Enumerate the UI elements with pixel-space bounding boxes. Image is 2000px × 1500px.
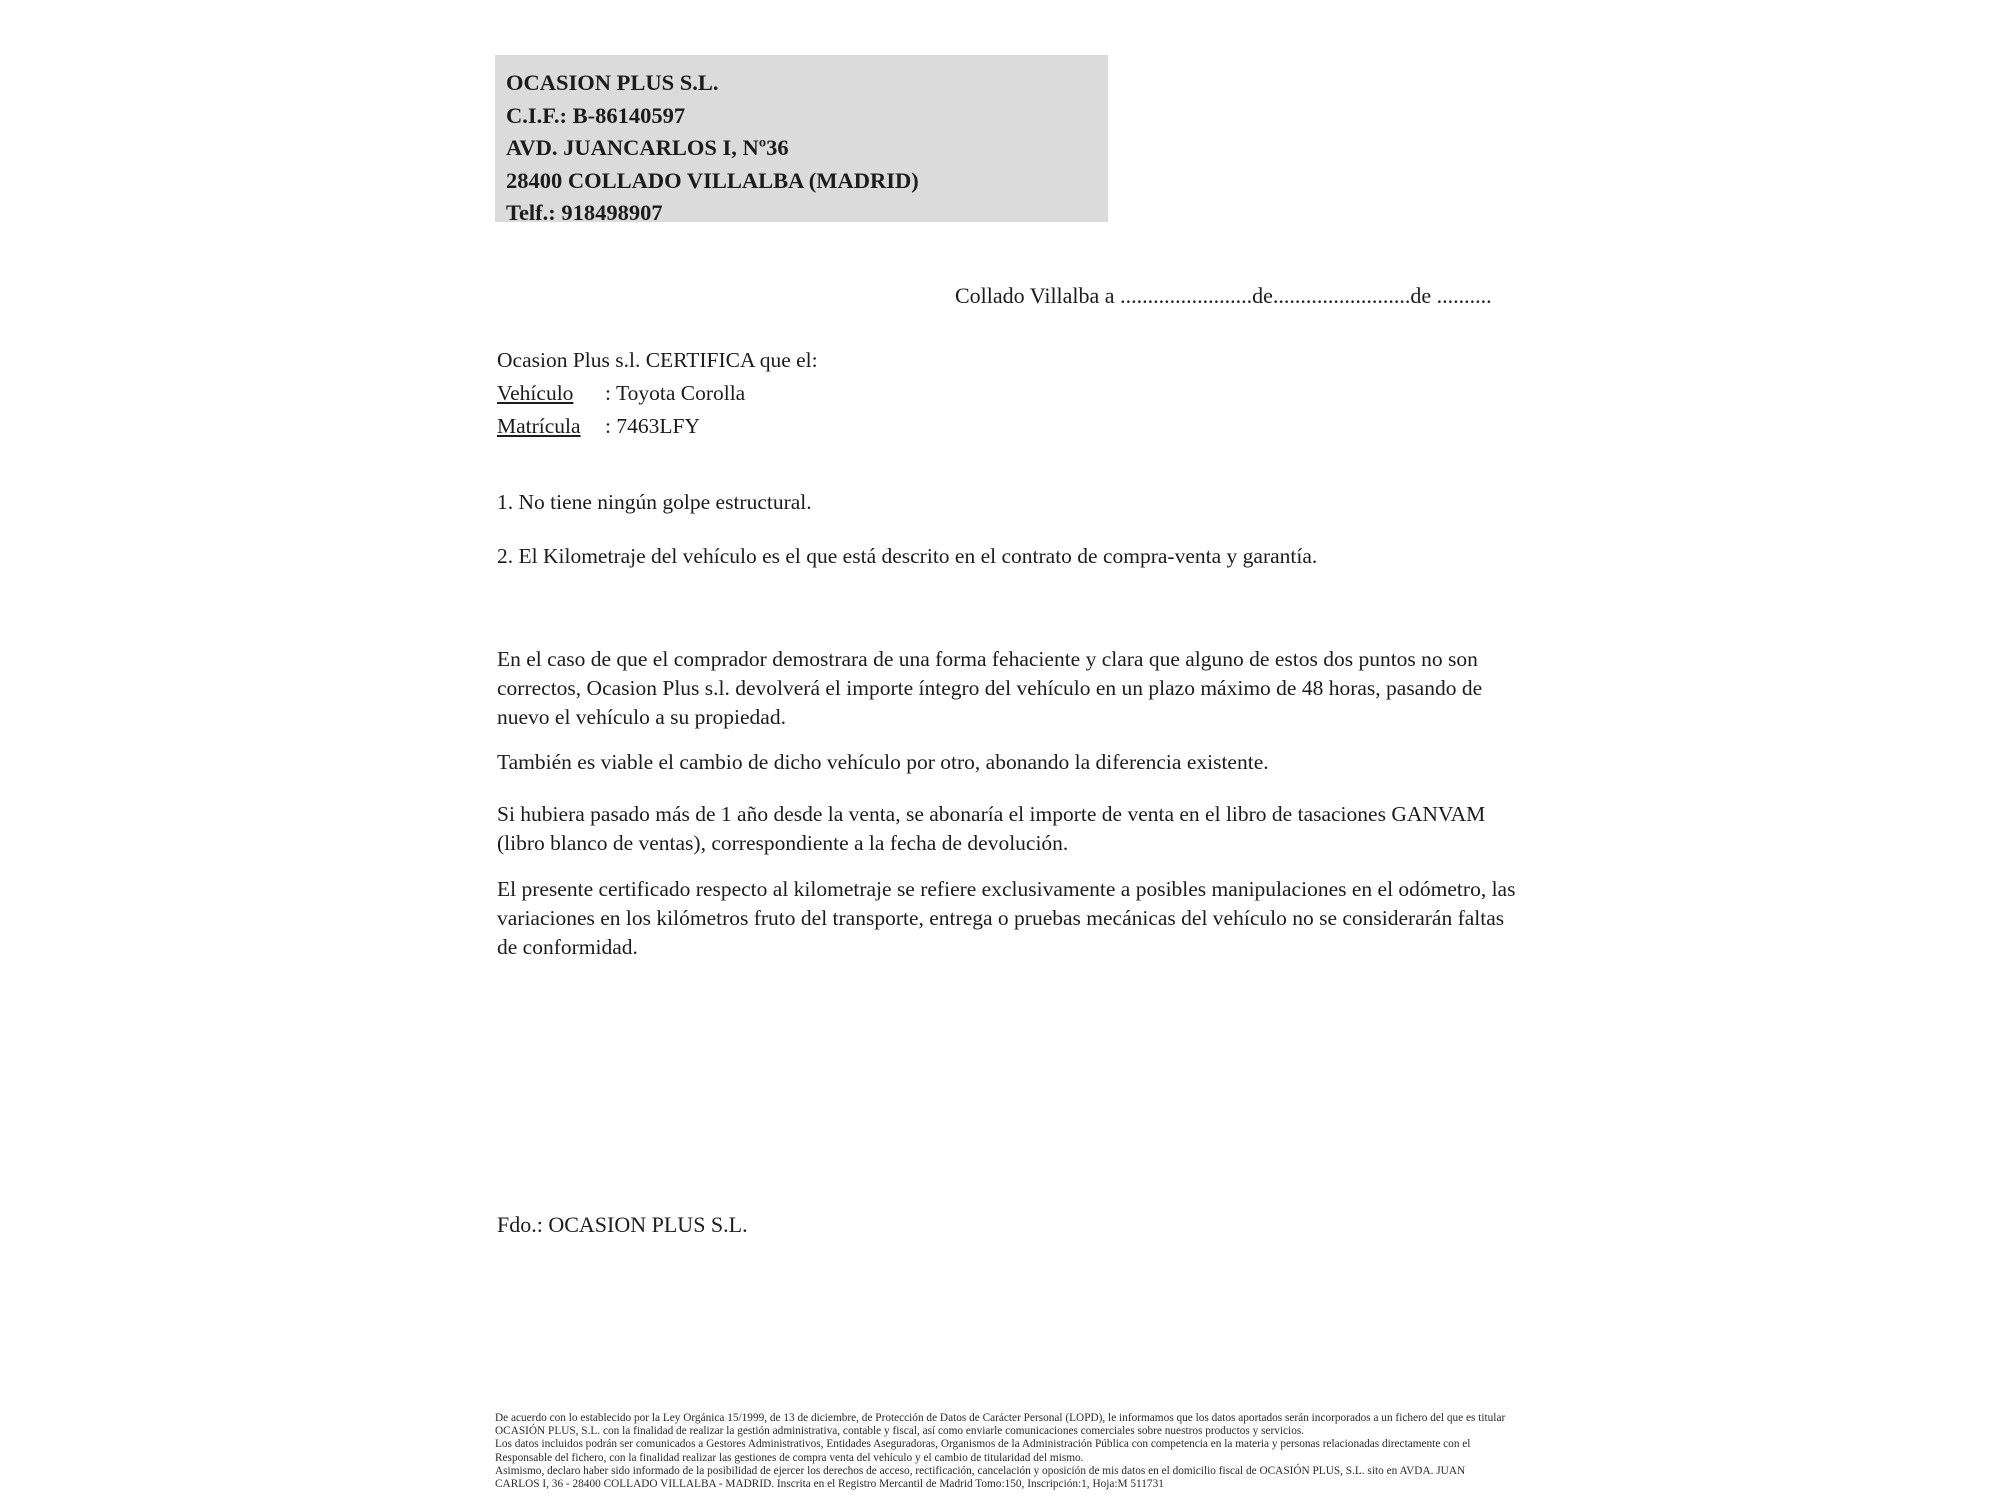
paragraph-ganvam: Si hubiera pasado más de 1 año desde la venta, se abonaría el importe de venta en el libro de tasaciones GANVAM (libro blanco de ventas), correspondiente a la fecha de devolución. [497,802,1486,855]
paragraph-exchange: También es viable el cambio de dicho vehículo por otro, abonando la diferencia existente. [497,750,1269,774]
date-line: Collado Villalba a ........................de.........................de .......... [955,283,1492,308]
certify-block [497,344,818,443]
legal-fine-print [495,1412,1555,1491]
plate-value: : 7463LFY [605,414,700,438]
vehicle-value: : Toyota Corolla [605,381,746,405]
signature-line: Fdo.: OCASION PLUS S.L. [497,1212,748,1237]
legal-line: Los datos incluidos podrán ser comunicados a Gestores Administrativos, Entidades Aseguradoras, Organismos de la Administración Pública con competencia en la materia y personas relacionadas directamente con el [495,1438,1471,1451]
legal-line: Responsable del fichero, con la finalidad realizar las gestiones de compra venta del vehículo y el cambio de titularidad del mismo. [495,1451,1084,1464]
company-phone: Telf.: 918498907 [506,200,663,225]
plate-field [497,410,818,443]
legal-line: Asimismo, declaro haber sido informado de la posibilidad de ejercer los derechos de acceso, rectificación, cancelación y oposición de mis datos en el domicilio fiscal de OCASIÓN PLUS, S.L. sito en AVDA. JUAN [495,1464,1466,1477]
company-name: OCASION PLUS S.L. [506,70,719,95]
vehicle-field [497,377,818,410]
legal-line: CARLOS I, 36 - 28400 COLLADO VILLALBA - MADRID. Inscrita en el Registro Mercantil de Madrid Tomo:150, Inscripción:1, Hoja:M 511731 [495,1478,1164,1491]
company-city: 28400 COLLADO VILLALBA (MADRID) [506,167,919,193]
legal-line: OCASIÓN PLUS, S.L. con la finalidad de realizar la gestión administrativa, contable y fiscal, así como enviarle comunicaciones comerciales sobre nuestros productos y servicios. [495,1425,1305,1438]
paragraph-refund: En el caso de que el comprador demostrara de una forma fehaciente y clara que alguno de estos dos puntos no son correctos, Ocasion Plus s.l. devolverá el importe íntegro del vehículo en un plazo máximo de 48 horas, pasando de nuevo el vehículo a su propiedad. [497,647,1483,729]
company-address: AVD. JUANCARLOS I, Nº36 [506,135,789,160]
plate-label: Matrícula [497,414,581,438]
legal-line: De acuerdo con lo establecido por la Ley Orgánica 15/1999, de 13 de diciembre, de Protección de Datos de Carácter Personal (LOPD), le informamos que los datos aportados serán incorporados a un fichero del que es titular [495,1412,1506,1424]
vehicle-label: Vehículo [497,381,574,405]
clause-1: 1. No tiene ningún golpe estructural. [497,490,812,514]
clause-2: 2. El Kilometraje del vehículo es el que está descrito en el contrato de compra-venta y garantía. [497,544,1318,568]
company-header-box [495,55,1108,225]
paragraph-odometer: El presente certificado respecto al kilometraje se refiere exclusivamente a posibles manipulaciones en el odómetro, las variaciones en los kilómetros fruto del transporte, entrega o pruebas mecánicas del vehículo no se considerarán faltas de conformidad. [497,877,1516,959]
company-cif: C.I.F.: B-86140597 [506,102,686,128]
certify-intro: Ocasion Plus s.l. CERTIFICA que el: [497,348,818,372]
